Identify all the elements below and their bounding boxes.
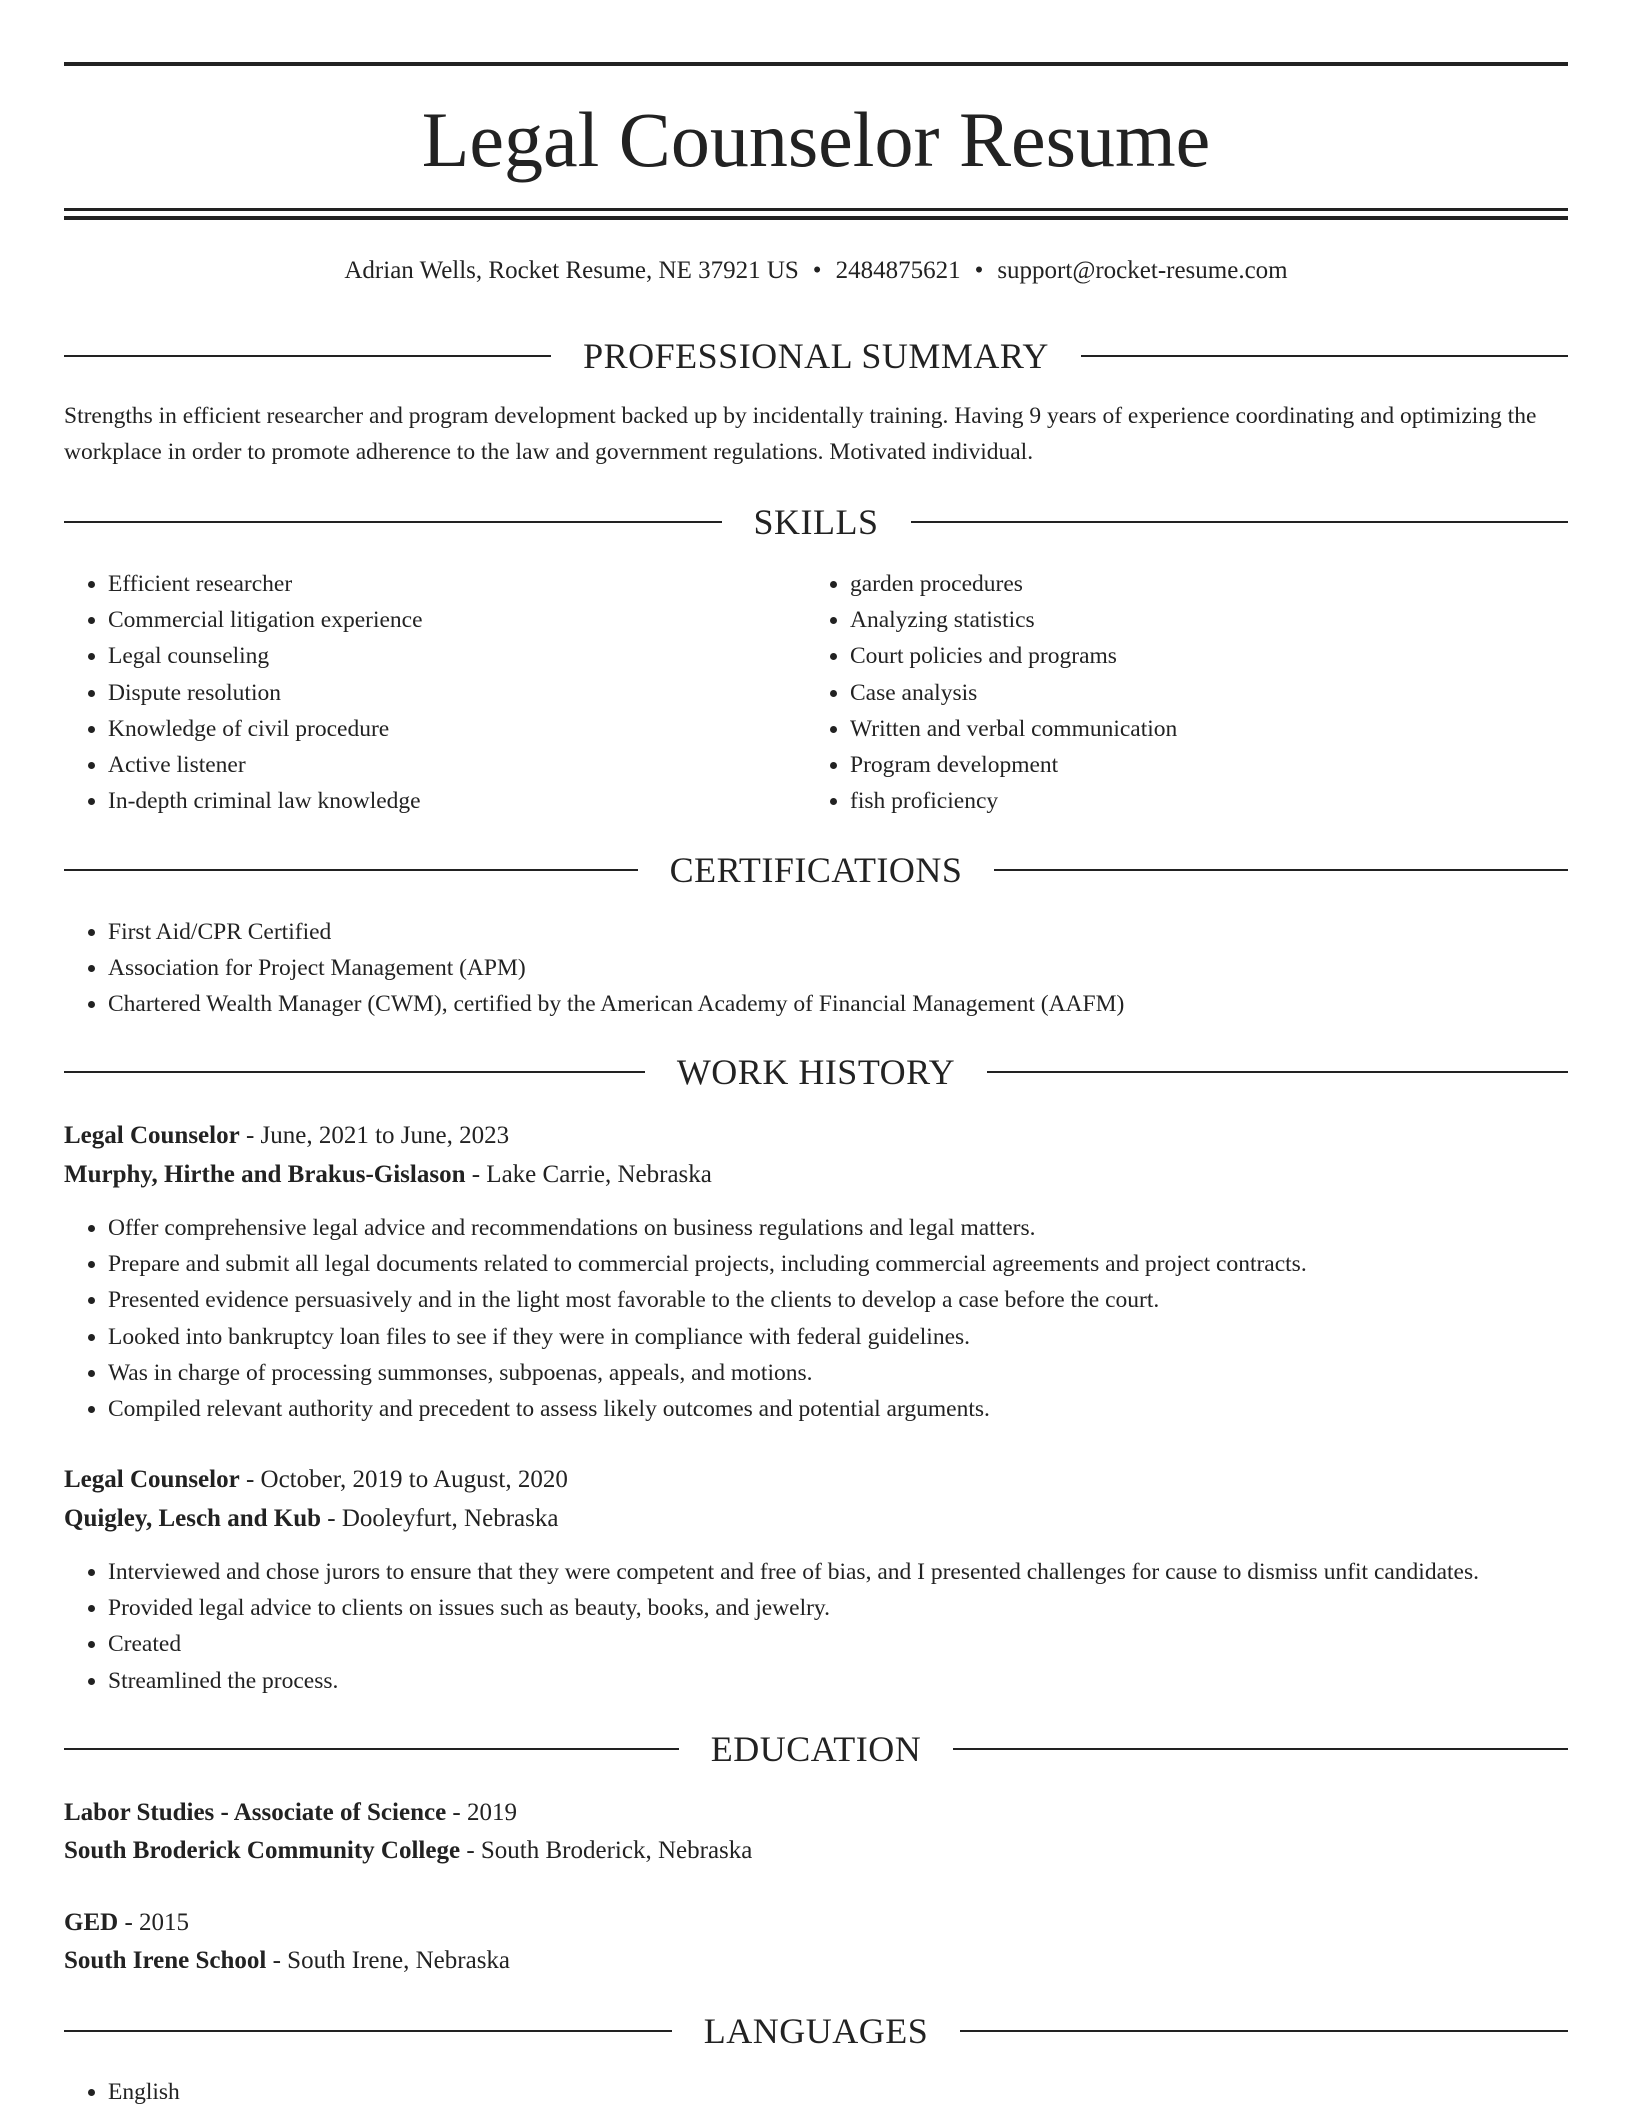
title-rule-lower	[64, 216, 1568, 220]
job-title-line	[64, 1118, 1568, 1154]
skill-item: • garden procedures	[850, 566, 1550, 602]
job-bullet: • Presented evidence persuasively and in the light most favorable to the clients to develop a case before the court.	[108, 1282, 1568, 1318]
job-company-line	[64, 1501, 1568, 1537]
job-company: Quigley, Lesch and Kub	[64, 1505, 322, 1532]
contact-address: Adrian Wells, Rocket Resume, NE 37921 US	[344, 257, 799, 284]
education-school-line	[64, 1833, 1568, 1869]
skill-item: • Efficient researcher	[108, 566, 808, 602]
heading-rule	[911, 521, 1569, 523]
heading-rule	[960, 2030, 1568, 2032]
job-location: - Dooleyfurt, Nebraska	[321, 1505, 559, 1532]
job-dates: - October, 2019 to August, 2020	[239, 1466, 568, 1493]
section-heading-certifications	[64, 848, 1568, 892]
job-bullet: • Looked into bankruptcy loan files to see if they were in compliance with federal guidelines.	[108, 1319, 1568, 1355]
section-heading-work	[64, 1050, 1568, 1094]
job-title-line	[64, 1462, 1568, 1498]
skill-item: • Court policies and programs	[850, 638, 1550, 674]
summary-text: Strengths in efficient researcher and program development backed up by incidentally training. Having 9 years of experience coordinating and optimizing the workplace in order to promote adherence to the law and government regulations. Motivated individual.	[64, 403, 1537, 465]
section-title: SKILLS	[753, 502, 879, 542]
skill-item: • Analyzing statistics	[850, 602, 1550, 638]
job-bullet: • Was in charge of processing summonses, subpoenas, appeals, and motions.	[108, 1355, 1568, 1391]
certification-item: • Chartered Wealth Manager (CWM), certified by the American Academy of Financial Management (AAFM)	[108, 986, 1568, 1022]
skills-list-left	[64, 566, 808, 819]
heading-rule	[64, 1748, 679, 1750]
certification-item: • Association for Project Management (APM)	[108, 950, 1568, 986]
education-year: - 2015	[118, 1909, 190, 1936]
skill-item: • Dispute resolution	[108, 675, 808, 711]
languages-list	[64, 2074, 1568, 2110]
job-bullet: • Streamlined the process.	[108, 1663, 1612, 1699]
section-title: PROFESSIONAL SUMMARY	[583, 336, 1049, 376]
skills-list-right	[806, 566, 1550, 819]
contact-separator: •	[974, 257, 984, 284]
section-heading-education	[64, 1727, 1568, 1771]
section-heading-summary	[64, 334, 1568, 378]
skill-item: • Knowledge of civil procedure	[108, 711, 808, 747]
job-title: Legal Counselor	[64, 1122, 240, 1149]
title-rule-upper	[64, 208, 1568, 211]
heading-rule	[987, 1071, 1568, 1073]
job-bullet: • Offer comprehensive legal advice and recommendations on business regulations and legal matters.	[108, 1210, 1568, 1246]
job-bullet: • Provided legal advice to clients on issues such as beauty, books, and jewelry.	[108, 1590, 1612, 1626]
skill-item: • Commercial litigation experience	[108, 602, 808, 638]
job-bullet: • Created	[108, 1626, 1612, 1662]
skill-item: • fish proficiency	[850, 783, 1550, 819]
job-title: Legal Counselor	[64, 1466, 240, 1493]
heading-rule	[64, 869, 638, 871]
education-school-line	[64, 1943, 1568, 1979]
skill-item: • Written and verbal communication	[850, 711, 1550, 747]
education-year: - 2019	[446, 1799, 517, 1826]
skill-item: • Program development	[850, 747, 1550, 783]
certification-item: • First Aid/CPR Certified	[108, 914, 1568, 950]
contact-email: support@rocket-resume.com	[997, 257, 1288, 284]
education-location: - South Broderick, Nebraska	[460, 1837, 753, 1864]
top-rule	[64, 62, 1568, 66]
heading-rule	[64, 2030, 672, 2032]
section-title: EDUCATION	[710, 1729, 922, 1769]
heading-rule	[64, 355, 551, 357]
job-bullet: • Compiled relevant authority and precedent to assess likely outcomes and potential arguments.	[108, 1391, 1568, 1427]
heading-rule	[994, 869, 1568, 871]
education-degree-line	[64, 1795, 1568, 1831]
heading-rule	[1081, 355, 1568, 357]
section-title: CERTIFICATIONS	[669, 850, 963, 890]
skill-item: • Legal counseling	[108, 638, 808, 674]
job-company-line	[64, 1157, 1568, 1193]
contact-phone: 2484875621	[835, 257, 961, 284]
job-bullets	[64, 1210, 1568, 1427]
heading-rule	[953, 1748, 1568, 1750]
language-item: • English	[108, 2074, 1568, 2110]
job-bullets	[64, 1554, 1612, 1699]
job-location: - Lake Carrie, Nebraska	[465, 1161, 712, 1188]
skill-item: • Case analysis	[850, 675, 1550, 711]
job-bullet: • Interviewed and chose jurors to ensure that they were competent and free of bias, and I presented challenges for cause to dismiss unfit candidates.	[108, 1554, 1612, 1590]
education-school: South Irene School	[64, 1947, 267, 1974]
education-school: South Broderick Community College	[64, 1837, 461, 1864]
contact-line	[64, 254, 1568, 288]
skill-item: • In-depth criminal law knowledge	[108, 783, 808, 819]
certifications-list	[64, 914, 1568, 1023]
job-company: Murphy, Hirthe and Brakus-Gislason	[64, 1161, 466, 1188]
job-dates: - June, 2021 to June, 2023	[239, 1122, 510, 1149]
education-degree: Labor Studies - Associate of Science	[64, 1799, 447, 1826]
heading-rule	[64, 521, 722, 523]
skill-item: • Active listener	[108, 747, 808, 783]
job-bullet: • Prepare and submit all legal documents related to commercial projects, including commercial agreements and project contracts.	[108, 1246, 1568, 1282]
heading-rule	[64, 1071, 645, 1073]
section-heading-languages	[64, 2009, 1568, 2053]
education-degree-line	[64, 1905, 1568, 1941]
section-title: LANGUAGES	[703, 2011, 929, 2051]
contact-separator: •	[812, 257, 822, 284]
section-title: WORK HISTORY	[676, 1052, 956, 1092]
page-title: Legal Counselor Resume	[421, 96, 1211, 183]
education-degree: GED	[64, 1909, 119, 1936]
section-heading-skills	[64, 500, 1568, 544]
education-location: - South Irene, Nebraska	[266, 1947, 511, 1974]
